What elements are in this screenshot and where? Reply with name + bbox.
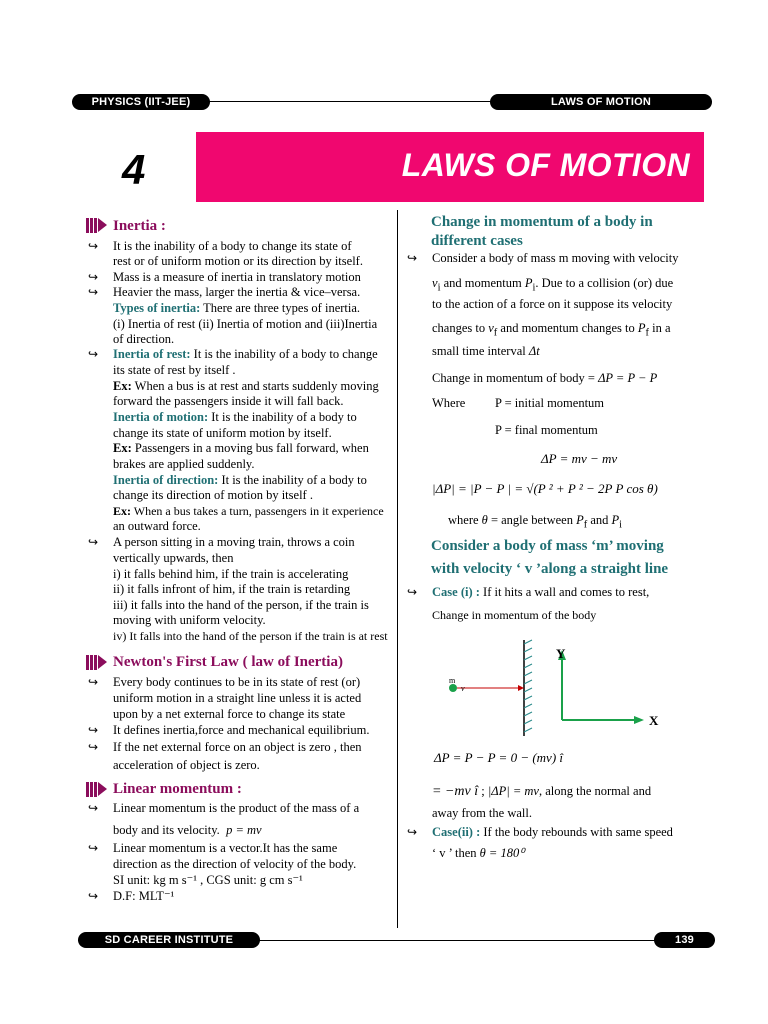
- text-line: Heavier the mass, larger the inertia & vice–versa.: [113, 285, 361, 299]
- symbol-pi: P: [611, 513, 620, 527]
- text-line: forward the passengers inside it will fall back.: [113, 394, 344, 408]
- text-line: [113, 441, 369, 456]
- bullet-arrow-icon: ↪: [88, 239, 99, 253]
- bullet-arrow-icon: ↪: [88, 801, 99, 815]
- text-fragment: There are three types of inertia.: [200, 301, 361, 315]
- bullet-arrow-icon: ↪: [88, 740, 99, 754]
- text-line: [432, 846, 524, 861]
- text-fragment: = angle between: [487, 513, 577, 527]
- text-line: $v_i$ and momentum $P_i$. Due to a collision (or) due: [432, 276, 674, 294]
- symbol-vf: v: [488, 321, 494, 335]
- example-label: Ex:: [113, 441, 132, 455]
- text-fragment: ;: [478, 784, 488, 798]
- text-line: A person sitting in a moving train, throws a coin: [113, 535, 355, 549]
- chapter-title-banner: [196, 132, 704, 202]
- formula-neg-mv: = −mv î: [432, 784, 479, 799]
- text-line: [113, 410, 357, 425]
- text-fragment: changes to: [432, 321, 489, 335]
- bullet-arrow-icon: ↪: [88, 347, 99, 361]
- text-line: [113, 347, 378, 362]
- section-marker-icon: [86, 782, 111, 797]
- text-line: brakes are applied suddenly.: [113, 457, 255, 471]
- text-line: Linear momentum is the product of the mass of a: [113, 801, 360, 815]
- text-line: It is the inability of a body to change its state of: [113, 239, 352, 253]
- symbol-theta: θ: [481, 513, 488, 527]
- heading-inertia: Inertia :: [113, 218, 166, 234]
- text-fragment: When a bus is at rest and starts suddenly moving: [131, 379, 379, 393]
- text-line: rest or of uniform motion or its direction by itself.: [113, 254, 363, 268]
- text-fragment: It is the inability of a body to change: [190, 347, 378, 361]
- bullet-arrow-icon: ↪: [88, 889, 99, 903]
- heading-linear-momentum: Linear momentum :: [113, 781, 242, 797]
- footer-institute: SD CAREER INSTITUTE: [78, 932, 260, 948]
- text-fragment: small time interval: [432, 344, 529, 358]
- formula-theta-180: θ = 180⁰: [479, 846, 525, 860]
- text-line: [432, 784, 651, 799]
- text-fragment: When a bus takes a turn, passengers in it experience: [131, 504, 384, 518]
- term-inertia-of-direction: Inertia of direction:: [113, 473, 219, 487]
- bullet-arrow-icon: ↪: [88, 535, 99, 549]
- symbol-vi: v: [432, 276, 438, 290]
- term-types-of-inertia: Types of inertia:: [113, 301, 201, 315]
- page-number: 139: [654, 932, 715, 948]
- text-line: i) it falls behind him, if the train is accelerating: [113, 567, 349, 581]
- text-line: ii) it falls infront of him, if the train is retarding: [113, 582, 351, 596]
- text-line: change its state of uniform motion by itself.: [113, 426, 332, 440]
- text-fragment: body and its velocity.: [113, 823, 220, 837]
- axis-x-label: X: [649, 713, 659, 728]
- text-fragment: and momentum: [440, 276, 525, 290]
- bullet-arrow-icon: ↪: [88, 675, 99, 689]
- text-line: D.F: MLT⁻¹: [113, 889, 175, 903]
- example-label: Ex:: [113, 379, 132, 393]
- term-case-i: Case (i) :: [432, 585, 480, 599]
- text-line: [113, 504, 384, 519]
- text-line: vertically upwards, then: [113, 551, 234, 565]
- symbol-pf: P: [637, 321, 646, 335]
- text-fragment: where: [448, 513, 482, 527]
- text-line: Every body continues to be in its state of rest (or): [113, 675, 361, 689]
- text-fragment: in a: [648, 321, 671, 335]
- formula-delta-p-mv: ΔP = mv − mv: [541, 451, 618, 466]
- text-line: to the action of a force on it suppose its velocity: [432, 297, 673, 311]
- formula-momentum: p = mv: [226, 823, 262, 837]
- formula-abs-delta-p: |ΔP| = mv: [487, 784, 539, 798]
- text-line: [432, 371, 657, 386]
- text-line: uniform motion in a straight line unless it is acted: [113, 691, 362, 705]
- text-fragment: Change in momentum of body =: [432, 371, 595, 385]
- wall-hatching: [524, 640, 532, 732]
- heading-body-moving-2: with velocity ‘ v ’along a straight line: [431, 561, 669, 577]
- bullet-arrow-icon: ↪: [88, 285, 99, 299]
- formula-delta-p: ΔP = P − P: [598, 371, 658, 385]
- text-line: If the net external force on an object is zero , then: [113, 740, 362, 754]
- text-line: [113, 473, 367, 488]
- text-line: changes to $v_f$ and momentum changes to $P_f$ in a: [432, 321, 671, 339]
- text-fragment: , along the normal and: [538, 784, 652, 798]
- text-line: [113, 301, 360, 316]
- text-fragment: Passengers in a moving bus fall forward, when: [131, 441, 369, 455]
- text-line: Linear momentum is a vector.It has the same: [113, 841, 338, 855]
- text-line: Change in momentum of the body: [432, 608, 597, 622]
- text-line: its state of rest by itself .: [113, 363, 236, 377]
- text-line: where θ = angle between $P_f$ and $P_i$: [448, 513, 623, 531]
- bullet-arrow-icon: ↪: [88, 723, 99, 737]
- text-line: [432, 825, 673, 840]
- formula-case-i: ΔP = P − P = 0 − (mv) î: [434, 750, 564, 765]
- section-marker-icon: [86, 218, 111, 233]
- text-line: an outward force.: [113, 519, 201, 533]
- text-fragment: ‘ v ’ then: [432, 846, 480, 860]
- text-line: P = final momentum: [495, 423, 598, 437]
- bullet-arrow-icon: ↪: [407, 251, 418, 265]
- text-fragment: It is the inability of a body to: [208, 410, 357, 424]
- chapter-number: 4: [122, 146, 146, 193]
- heading-change-in-momentum: Change in momentum of a body in: [431, 214, 653, 230]
- x-arrowhead-icon: [634, 716, 644, 724]
- symbol-pi: P: [524, 276, 533, 290]
- text-line: [432, 585, 649, 600]
- text-line: [113, 823, 262, 838]
- heading-body-moving: Consider a body of mass ‘m’ moving: [431, 538, 664, 554]
- text-line: iii) it falls into the hand of the person, if the train is: [113, 598, 369, 612]
- bullet-arrow-icon: ↪: [88, 270, 99, 284]
- text-fragment: If it hits a wall and comes to rest,: [479, 585, 650, 599]
- text-line: iv) It falls into the hand of the person if the train is at rest: [113, 629, 388, 643]
- term-inertia-of-motion: Inertia of motion:: [113, 410, 209, 424]
- text-line: (i) Inertia of rest (ii) Inertia of motion and (iii)Inertia: [113, 317, 378, 331]
- text-line: acceleration of object is zero.: [113, 758, 260, 772]
- text-line: upon by a net external force to change its state: [113, 707, 346, 721]
- text-fragment: If the body rebounds with same speed: [480, 825, 673, 839]
- text-line: away from the wall.: [432, 806, 532, 820]
- text-line: direction as the direction of velocity of the body.: [113, 857, 357, 871]
- column-divider: [397, 210, 398, 928]
- bullet-arrow-icon: ↪: [407, 585, 418, 599]
- header-subject: PHYSICS (IIT-JEE): [72, 94, 210, 110]
- text-line: SI unit: kg m s⁻¹ , CGS unit: g cm s⁻¹: [113, 873, 303, 887]
- text-fragment: It is the inability of a body to: [218, 473, 367, 487]
- text-line: Where: [432, 396, 466, 410]
- bullet-arrow-icon: ↪: [407, 825, 418, 839]
- header-chapter: LAWS OF MOTION: [490, 94, 712, 110]
- text-fragment: and: [587, 513, 612, 527]
- chapter-title: LAWS OF MOTION: [401, 147, 690, 183]
- text-line: of direction.: [113, 332, 175, 346]
- formula-magnitude-delta-p: |ΔP| = |P − P | = √(P ² + P ² − 2P P cos θ): [432, 481, 658, 496]
- mass-dot-icon: [449, 684, 457, 692]
- text-line: moving with uniform velocity.: [113, 613, 266, 627]
- text-line: Mass is a measure of inertia in translatory motion: [113, 270, 361, 284]
- heading-change-in-momentum-2: different cases: [431, 233, 523, 249]
- text-line: P = initial momentum: [495, 396, 605, 410]
- heading-newton-first-law: Newton's First Law ( law of Inertia): [113, 654, 343, 670]
- section-marker-icon: [86, 655, 111, 670]
- example-label: Ex:: [113, 504, 131, 518]
- text-line: [432, 344, 540, 359]
- term-case-ii: Case(ii) :: [432, 825, 481, 839]
- term-inertia-of-rest: Inertia of rest:: [113, 347, 191, 361]
- text-fragment: . Due to a collision (or) due: [535, 276, 674, 290]
- axis-y-label: Y: [556, 646, 566, 661]
- text-fragment: and momentum changes to: [497, 321, 638, 335]
- text-line: Consider a body of mass m moving with velocity: [432, 251, 679, 265]
- bullet-arrow-icon: ↪: [88, 841, 99, 855]
- symbol-delta-t: Δt: [528, 344, 540, 358]
- mass-label: m: [449, 676, 456, 685]
- text-line: It defines inertia,force and mechanical equilibrium.: [113, 723, 370, 737]
- velocity-label: v: [461, 684, 465, 693]
- symbol-pf: P: [576, 513, 584, 527]
- text-line: change its direction of motion by itself .: [113, 488, 313, 502]
- arrowhead-icon: [518, 685, 524, 691]
- text-line: [113, 379, 379, 394]
